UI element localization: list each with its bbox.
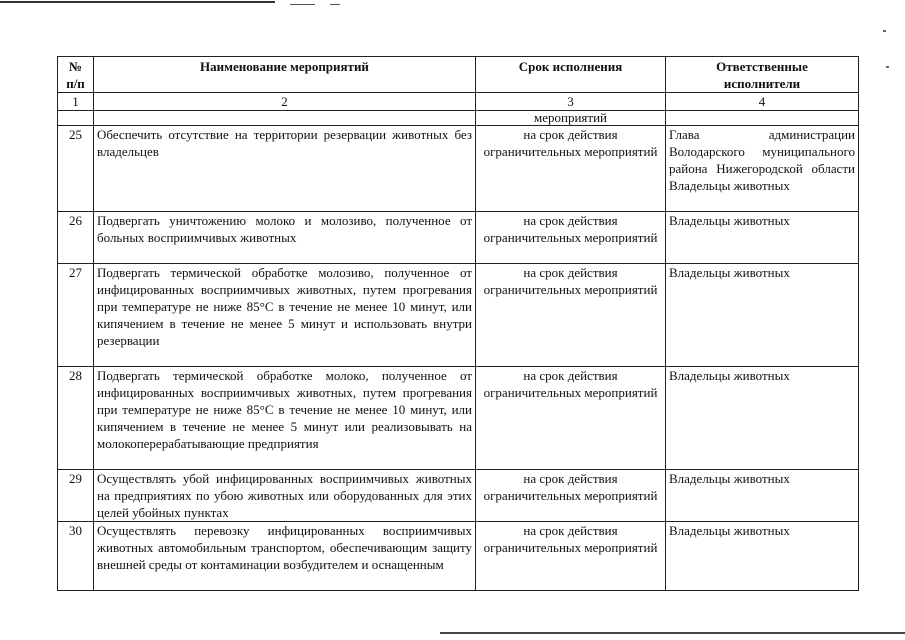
row-name: Обеспечить отсутствие на территории резервации животных без владельцев xyxy=(94,126,476,212)
table-row xyxy=(58,367,859,470)
row-term: на срок действия ограничительных мероприятий xyxy=(476,126,666,212)
table-row xyxy=(58,470,859,522)
row-resp: Владельцы животных xyxy=(666,212,859,264)
row-number: 28 xyxy=(58,367,94,470)
measures-table xyxy=(57,56,859,591)
row-term: на срок действия ограничительных мероприятий xyxy=(476,470,666,522)
row-resp: Владельцы животных xyxy=(666,367,859,470)
column-number: 1 xyxy=(58,93,94,111)
scan-artifact-dot xyxy=(886,66,889,68)
row-name: Подвергать уничтожению молоко и молозиво, полученное от больных восприимчивых животных xyxy=(94,212,476,264)
scan-artifact-top-short-2 xyxy=(330,4,340,5)
row-number: 30 xyxy=(58,522,94,591)
header-row xyxy=(58,57,859,93)
row-name: Подвергать термической обработке молозиво, полученное от инфицированных восприимчивых животных, путем прогревания при температуре не ниже 85°С в течение не менее 10 минут, или кипячением в течение не менее 5 минут и использовать внутри резервации xyxy=(94,264,476,367)
table-row xyxy=(58,212,859,264)
column-number-row xyxy=(58,93,859,111)
header-num: № п/п xyxy=(58,57,94,93)
row-name: Осуществлять убой инфицированных восприимчивых животных на предприятиях по убою животных или оборудованных для этих целей убойных пунктах xyxy=(94,470,476,522)
table-row xyxy=(58,126,859,212)
row-term: на срок действия ограничительных мероприятий xyxy=(476,367,666,470)
row-resp: Владельцы животных xyxy=(666,470,859,522)
row-number: 27 xyxy=(58,264,94,367)
column-number: 4 xyxy=(666,93,859,111)
row-name: Осуществлять перевозку инфицированных восприимчивых животных автомобильным транспортом, обеспечивающим защиту внешней среды от контаминации возбудителем и оснащенным xyxy=(94,522,476,591)
row-term: на срок действия ограничительных мероприятий xyxy=(476,522,666,591)
header-name: Наименование мероприятий xyxy=(94,57,476,93)
row-name: Подвергать термической обработке молоко, полученное от инфицированных восприимчивых животных, путем прогревания при температуре не ниже 85°С в течение не менее 10 минут, или кипячением в течение не менее 5 минут или реализовывать на молокоперерабатывающие предприятия xyxy=(94,367,476,470)
row-term: на срок действия ограничительных мероприятий xyxy=(476,212,666,264)
row-term: на срок действия ограничительных мероприятий xyxy=(476,264,666,367)
row-resp: Глава администрации Володарского муниципального района Нижегородской области Владельцы животных xyxy=(666,126,859,212)
row-number: 25 xyxy=(58,126,94,212)
row-number: 29 xyxy=(58,470,94,522)
scan-artifact-top-short xyxy=(290,4,315,5)
scan-artifact-top xyxy=(0,1,275,3)
row-number: 26 xyxy=(58,212,94,264)
scan-artifact-dot xyxy=(883,30,886,32)
column-number: 3 xyxy=(476,93,666,111)
table-row xyxy=(58,522,859,591)
scan-artifact-bottom xyxy=(440,632,905,634)
row-resp: Владельцы животных xyxy=(666,264,859,367)
row-resp: Владельцы животных xyxy=(666,522,859,591)
table-row xyxy=(58,264,859,367)
continuation-term: мероприятий xyxy=(476,111,666,126)
header-resp: Ответственные исполнители xyxy=(666,57,859,93)
continuation-row xyxy=(58,111,859,126)
column-number: 2 xyxy=(94,93,476,111)
header-term: Срок исполнения xyxy=(476,57,666,93)
